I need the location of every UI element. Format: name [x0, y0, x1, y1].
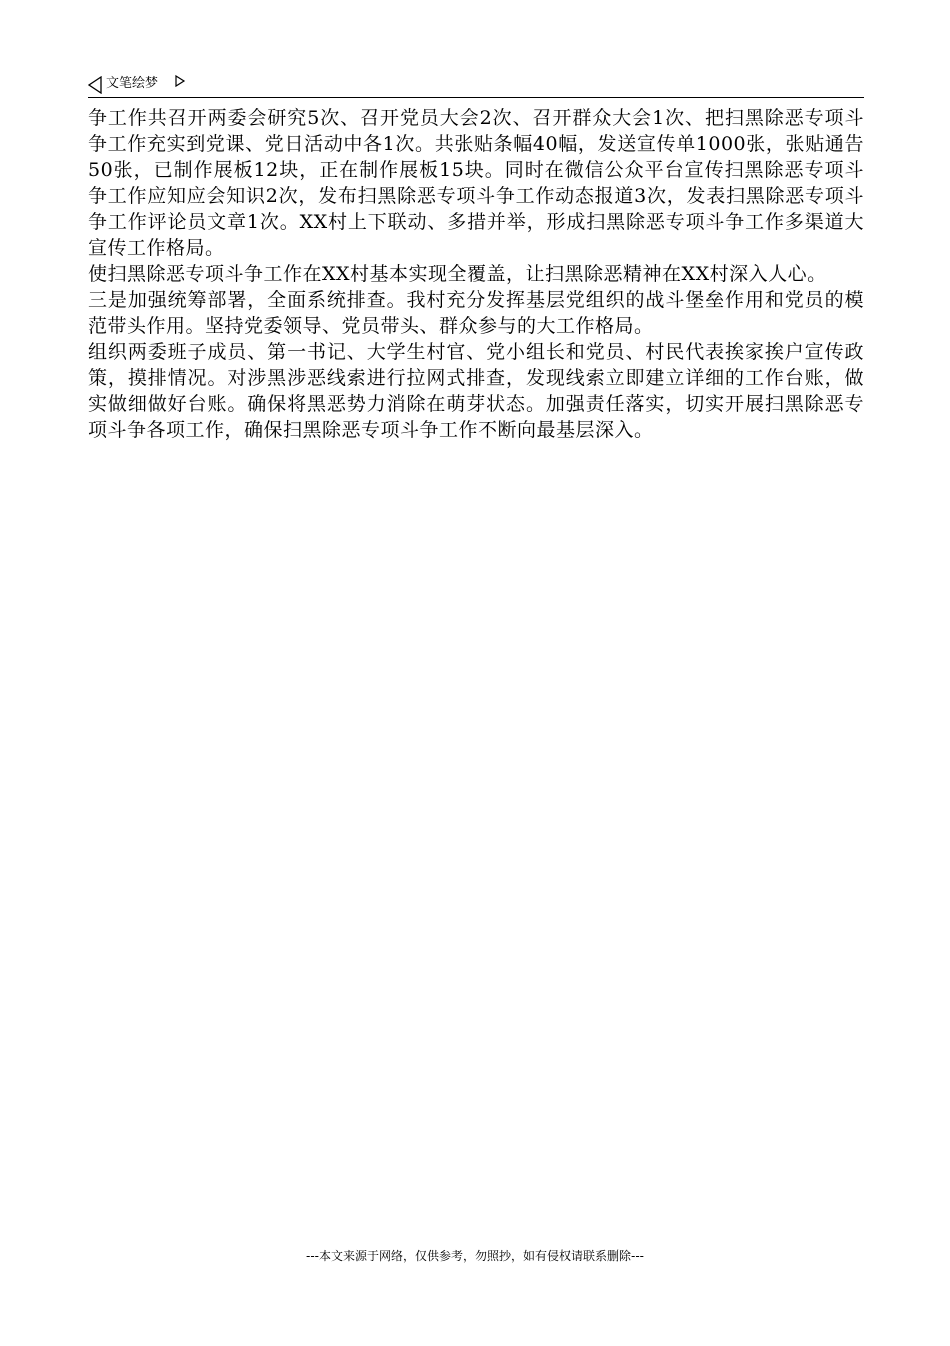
- page-footer-disclaimer: ---本文来源于网络，仅供参考，勿照抄，如有侵权请联系删除---: [306, 1249, 644, 1263]
- left-triangle-arrow-icon: [88, 76, 102, 94]
- paragraph: 三是加强统筹部署，全面系统排查。我村充分发挥基层党组织的战斗堡垒作用和党员的模范带头作用。坚持党委领导、党员带头、群众参与的大工作格局。: [88, 289, 864, 337]
- brand-label: 文笔绘梦: [106, 76, 159, 91]
- document-body: [88, 105, 864, 443]
- page-header: [88, 72, 864, 98]
- paragraph: 使扫黑除恶专项斗争工作在XX村基本实现全覆盖，让扫黑除恶精神在XX村深入人心。: [88, 263, 827, 285]
- paragraph: 争工作共召开两委会研究5次、召开党员大会2次、召开群众大会1次、把扫黑除恶专项斗争工作充实到党课、党日活动中各1次。共张贴条幅40幅，发送宣传单1000张，张贴通告50张，已制作展板12块，正在制作展板15块。同时在微信公众平台宣传扫黑除恶专项斗争工作应知应会知识2次，发布扫黑除恶专项斗争工作动态报道3次，发表扫黑除恶专项斗争工作评论员文章1次。XX村上下联动、多措并举，形成扫黑除恶专项斗争工作多渠道大宣传工作格局。: [88, 107, 864, 259]
- right-triangle-arrow-icon: [174, 74, 186, 88]
- paragraph: 组织两委班子成员、第一书记、大学生村官、党小组长和党员、村民代表挨家挨户宣传政策，摸排情况。对涉黑涉恶线索进行拉网式排查，发现线索立即建立详细的工作台账，做实做细做好台账。确保将黑恶势力消除在萌芽状态。加强责任落实，切实开展扫黑除恶专项斗争各项工作，确保扫黑除恶专项斗争工作不断向最基层深入。: [88, 341, 864, 441]
